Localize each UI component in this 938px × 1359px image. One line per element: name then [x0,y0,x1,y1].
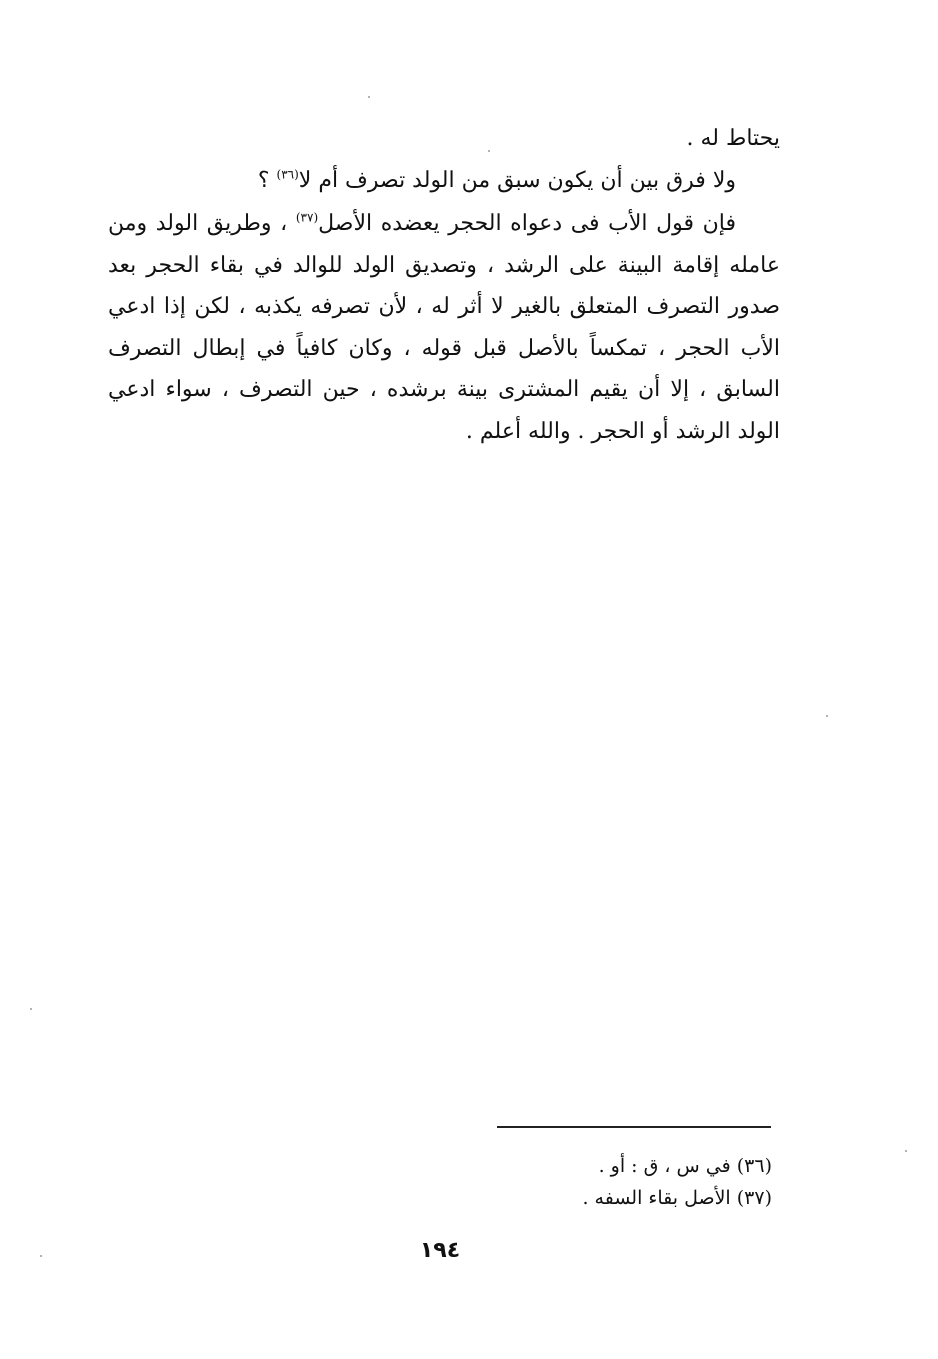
scan-speck [905,1150,907,1152]
footnote-ref-36: (٣٦) [276,167,299,182]
text-span: ، وطريق الولد ومن عامله إقامة البينة على الرشد ، وتصديق الولد للوالد في بقاء الحجر بعد صدور التصرف المتعلق بالغير لا أثر له ، لأن تصرفه يكذبه ، لكن إذا ادعي الأب الحجر ، تمكساً بالأصل قبل قوله ، وكان كافياً في إبطال التصرف السابق ، إلا أن يقيم المشترى بينة برشده ، حين التصرف ، سواء ادعي الولد الرشد أو الحجر . والله أعلم . [108,211,780,444]
footnote-divider [497,1126,771,1128]
scan-speck [30,1008,32,1010]
footnotes [480,1150,772,1214]
paragraph-question [108,160,780,202]
scan-speck [488,150,490,152]
page-number: ١٩٤ [419,1238,461,1263]
footnote-37: (٣٧) الأصل بقاء السفه . [582,1187,772,1209]
footnote-ref-37: (٣٧) [295,210,319,225]
text-line-1 [108,118,780,160]
text-span: فإن قول الأب فى دعواه الحجر يعضده الأصل [318,211,737,236]
text-span: ؟ [257,167,277,193]
text-span: يحتاط له . [686,126,780,151]
main-text [108,118,780,452]
paragraph-answer [108,203,780,452]
scan-speck [40,1255,42,1257]
footnote-36: (٣٦) في س ، ق : أو . [598,1155,772,1177]
text-span: ولا فرق بين أن يكون سبق من الولد تصرف أم لا [298,167,736,193]
scan-speck [368,96,370,98]
scan-speck [826,715,828,717]
